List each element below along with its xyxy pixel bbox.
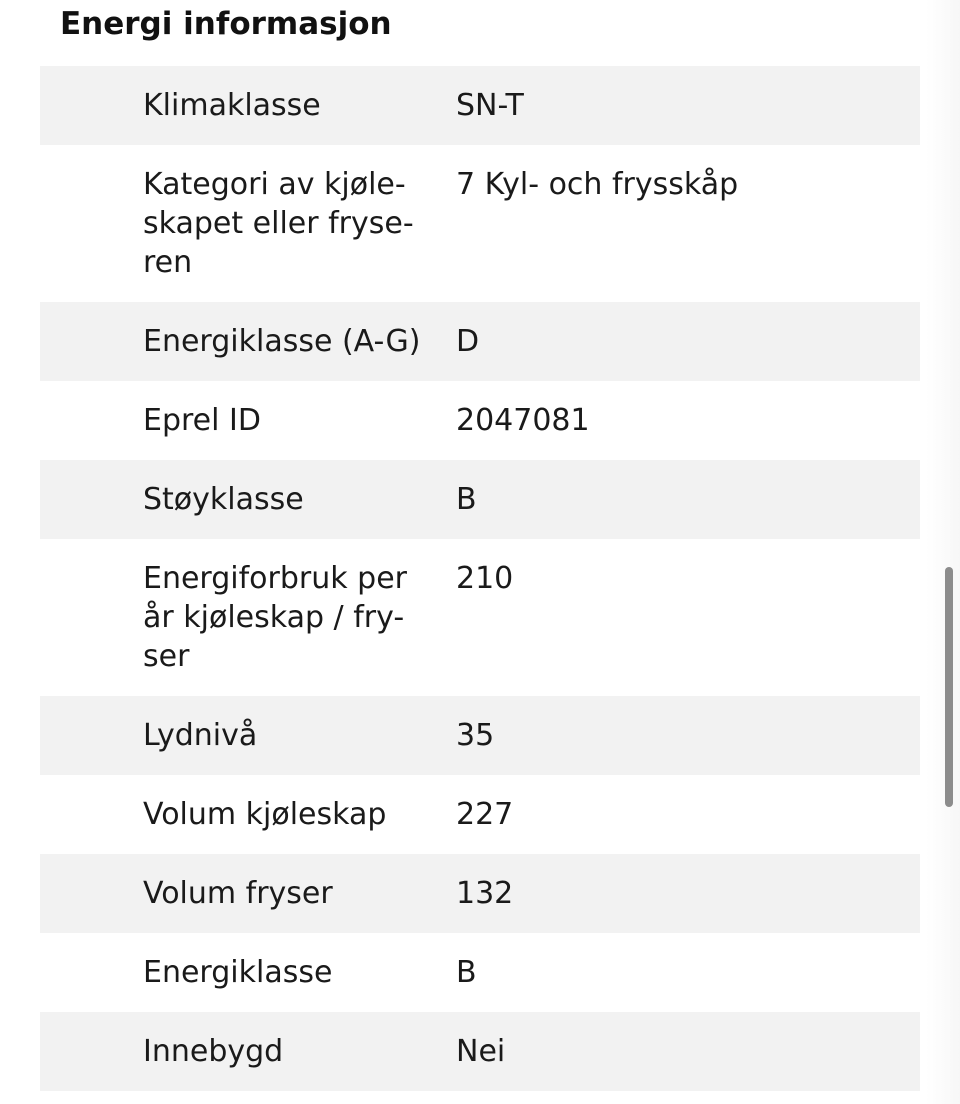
spec-row-lydniva xyxy=(40,696,920,775)
scrollbar-thumb[interactable] xyxy=(945,567,953,807)
spec-label: Energiforbruk per år kjøleskap / fry-ser xyxy=(143,561,407,674)
spec-label: Eprel ID xyxy=(143,403,261,438)
spec-row-eprel-id xyxy=(40,381,920,460)
spec-value: 7 Kyl- och frysskåp xyxy=(456,167,739,202)
spec-value: B xyxy=(456,955,477,990)
spec-value: 210 xyxy=(456,561,514,596)
spec-row-energiklasse xyxy=(40,933,920,1012)
spec-row-stoyklasse xyxy=(40,460,920,539)
spec-label-text: Kategori av kjøle-skapet eller fryse-ren xyxy=(143,167,414,280)
spec-label: Energiklasse (A-G) xyxy=(143,324,421,359)
spec-label: Innebygd xyxy=(143,1034,284,1069)
spec-value: 132 xyxy=(456,876,514,911)
spec-label: Støyklasse xyxy=(143,482,304,517)
spec-value: SN-T xyxy=(456,88,524,123)
spec-value: 35 xyxy=(456,718,495,753)
spec-value: D xyxy=(456,324,480,359)
page-scrollbar[interactable] xyxy=(926,0,960,1104)
section-title: Energi informasjon xyxy=(60,6,392,42)
spec-label: Lydnivå xyxy=(143,718,258,753)
spec-label: Energiklasse xyxy=(143,955,333,990)
spec-label: Klimaklasse xyxy=(143,88,321,123)
spec-value: Nei xyxy=(456,1034,506,1069)
spec-row-volum-kjoleskap xyxy=(40,775,920,854)
spec-value: 227 xyxy=(456,797,514,832)
spec-row-volum-fryser xyxy=(40,854,920,933)
spec-row-energiforbruk xyxy=(40,539,920,696)
spec-row-energiklasse-a-g xyxy=(40,302,920,381)
spec-label: Volum kjøleskap xyxy=(143,797,387,832)
spec-value: B xyxy=(456,482,477,517)
spec-row-innebygd xyxy=(40,1012,920,1091)
spec-label xyxy=(40,165,456,282)
spec-value: 2047081 xyxy=(456,403,590,438)
spec-label: Volum fryser xyxy=(143,876,333,911)
energy-info-table xyxy=(40,66,920,1091)
spec-row-klimaklasse xyxy=(40,66,920,145)
spec-row-kategori xyxy=(40,145,920,302)
